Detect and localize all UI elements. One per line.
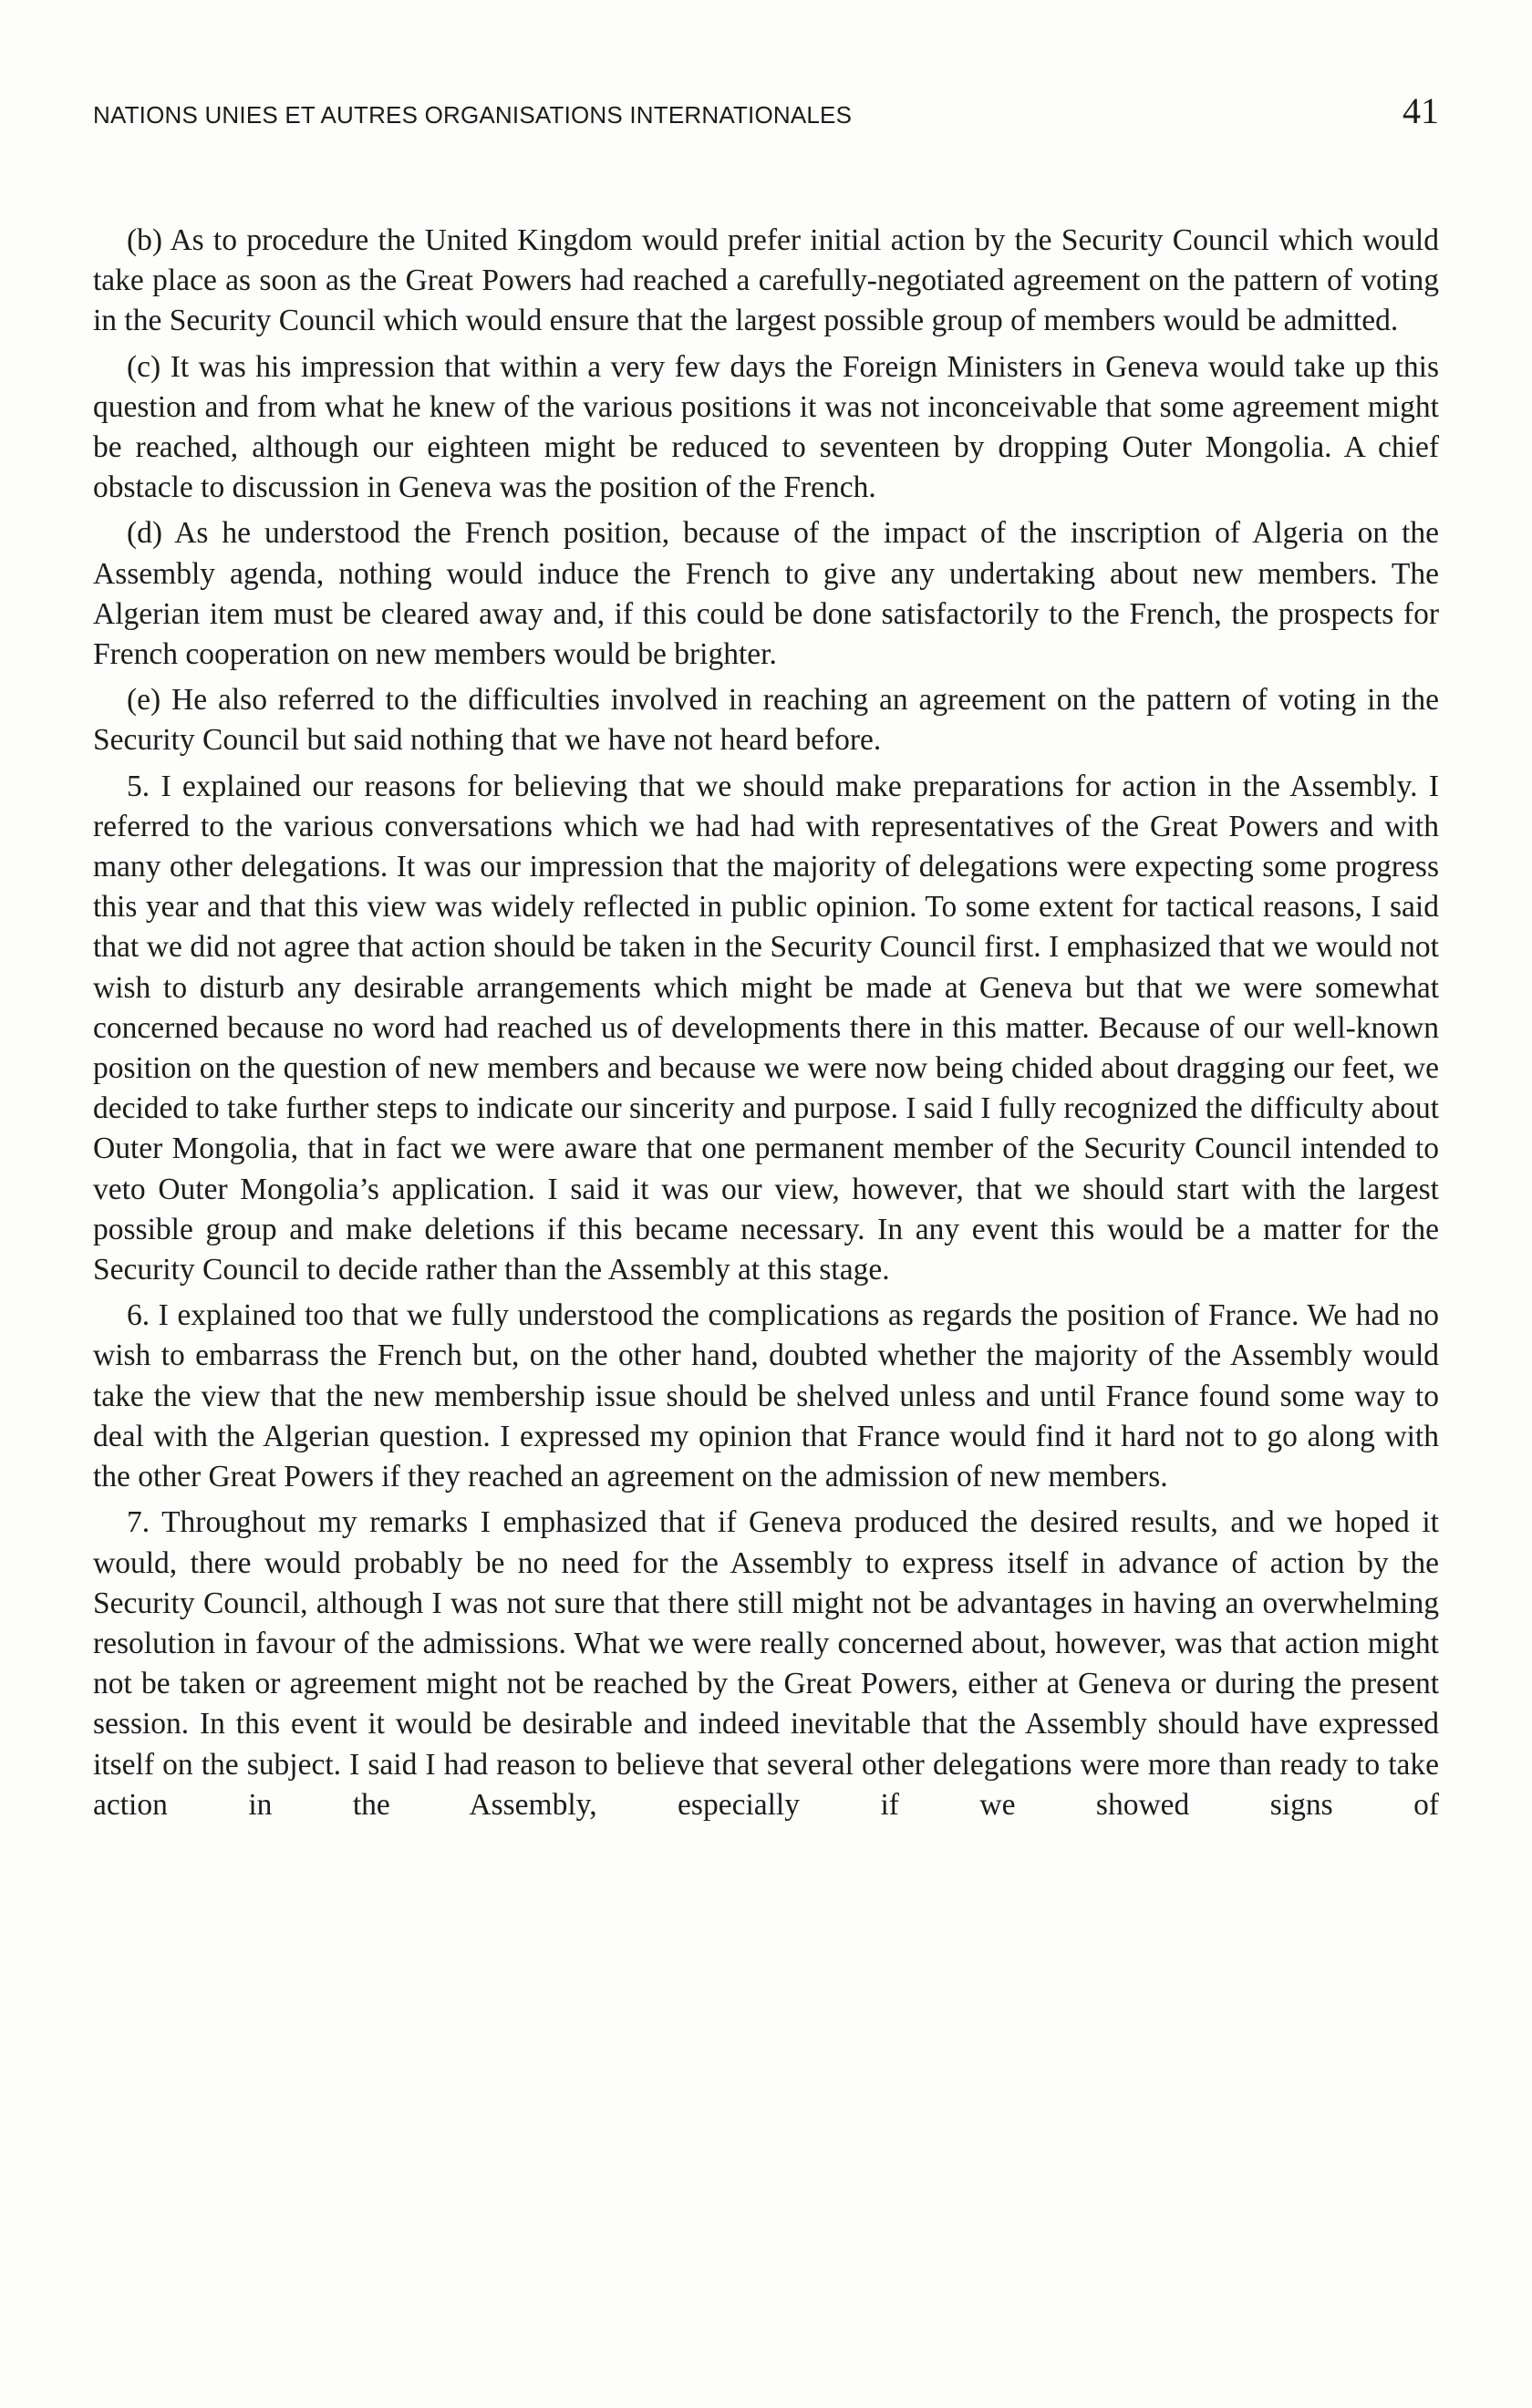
paragraph-7: 7. Throughout my remarks I emphasized that if Geneva produced the desired results, and we hoped it would, there would probably be no need for the Assembly to express itself in advance of action by the Security Council, although I was not sure that there still might not be advantages in having an overwhelming resolution in favour of the admissions. What we were really concerned about, however, was that action might not be taken or agreement might not be reached by the Great Powers, either at Geneva or during the present session. In this event it would be desirable and indeed inevitable that the Assembly should have expressed itself on the subject. I said I had reason to believe that several other delegations were more than ready to take action in the Assembly, especially if we showed signs of [93, 1505, 1439, 1822]
paragraph-b: (b) As to procedure the United Kingdom would prefer initial action by the Security Council which would take place as soon as the Great Powers had reached a carefully-negotiated agreement on the pattern of voting in the Security Council which would ensure that the largest possible group of members would be admitted. [93, 223, 1439, 338]
paragraph-d: (d) As he understood the French position, because of the impact of the inscription of Algeria on the Assembly agenda, nothing would induce the French to give any undertaking about new members. The Algerian item must be cleared away and, if this could be done satisfactorily to the French, the prospects for French cooperation on new members would be brighter. [93, 516, 1439, 672]
document-page [93, 89, 1439, 1831]
paragraph-6: 6. I explained too that we fully understood the complications as regards the position of France. We had no wish to embarrass the French but, on the other hand, doubted whether the majority of the Assembly would take the view that the new membership issue should be shelved unless and until France found some way to deal with the Algerian question. I expressed my opinion that France would find it hard not to go along with the other Great Powers if they reached an agreement on the admission of new members. [93, 1298, 1439, 1494]
body-text [93, 221, 1439, 1825]
page-number: 41 [1403, 90, 1439, 131]
paragraph-5: 5. I explained our reasons for believing that we should make preparations for action in the Assembly. I referred to the various conversations which we had had with representatives of the Great Powers and with many other delegations. It was our impression that the majority of delegations were expecting some progress this year and that this view was widely reflected in public opinion. To some extent for tactical reasons, I said that we did not agree that action should be taken in the Security Council first. I emphasized that we would not wish to disturb any desirable arrangements which might be made at Geneva but that we were somewhat concerned because no word had reached us of developments there in this matter. Because of our well-known position on the question of new members and because we were now being chided about dragging our feet, we decided to take further steps to indicate our sincerity and purpose. I said I fully recognized the difficulty about Outer Mongolia, that in fact we were aware that one permanent member of the Security Council intended to veto Outer Mongolia’s application. I said it was our view, however, that we should start with the largest possible group and make deletions if this became necessary. In any event this would be a matter for the Security Council to decide rather than the Assembly at this stage. [93, 769, 1439, 1287]
paragraph-c: (c) It was his impression that within a very few days the Foreign Ministers in Geneva would take up this question and from what he knew of the various positions it was not inconceivable that some agreement might be reached, although our eighteen might be reduced to seventeen by dropping Outer Mongolia. A chief obstacle to discussion in Geneva was the position of the French. [93, 349, 1439, 505]
paragraph-e: (e) He also referred to the difficulties involved in reaching an agreement on the pattern of voting in the Security Council but said nothing that we have not heard before. [93, 683, 1439, 758]
running-title: NATIONS UNIES ET AUTRES ORGANISATIONS INTERNATIONALES [93, 101, 853, 129]
running-head [93, 89, 1439, 144]
